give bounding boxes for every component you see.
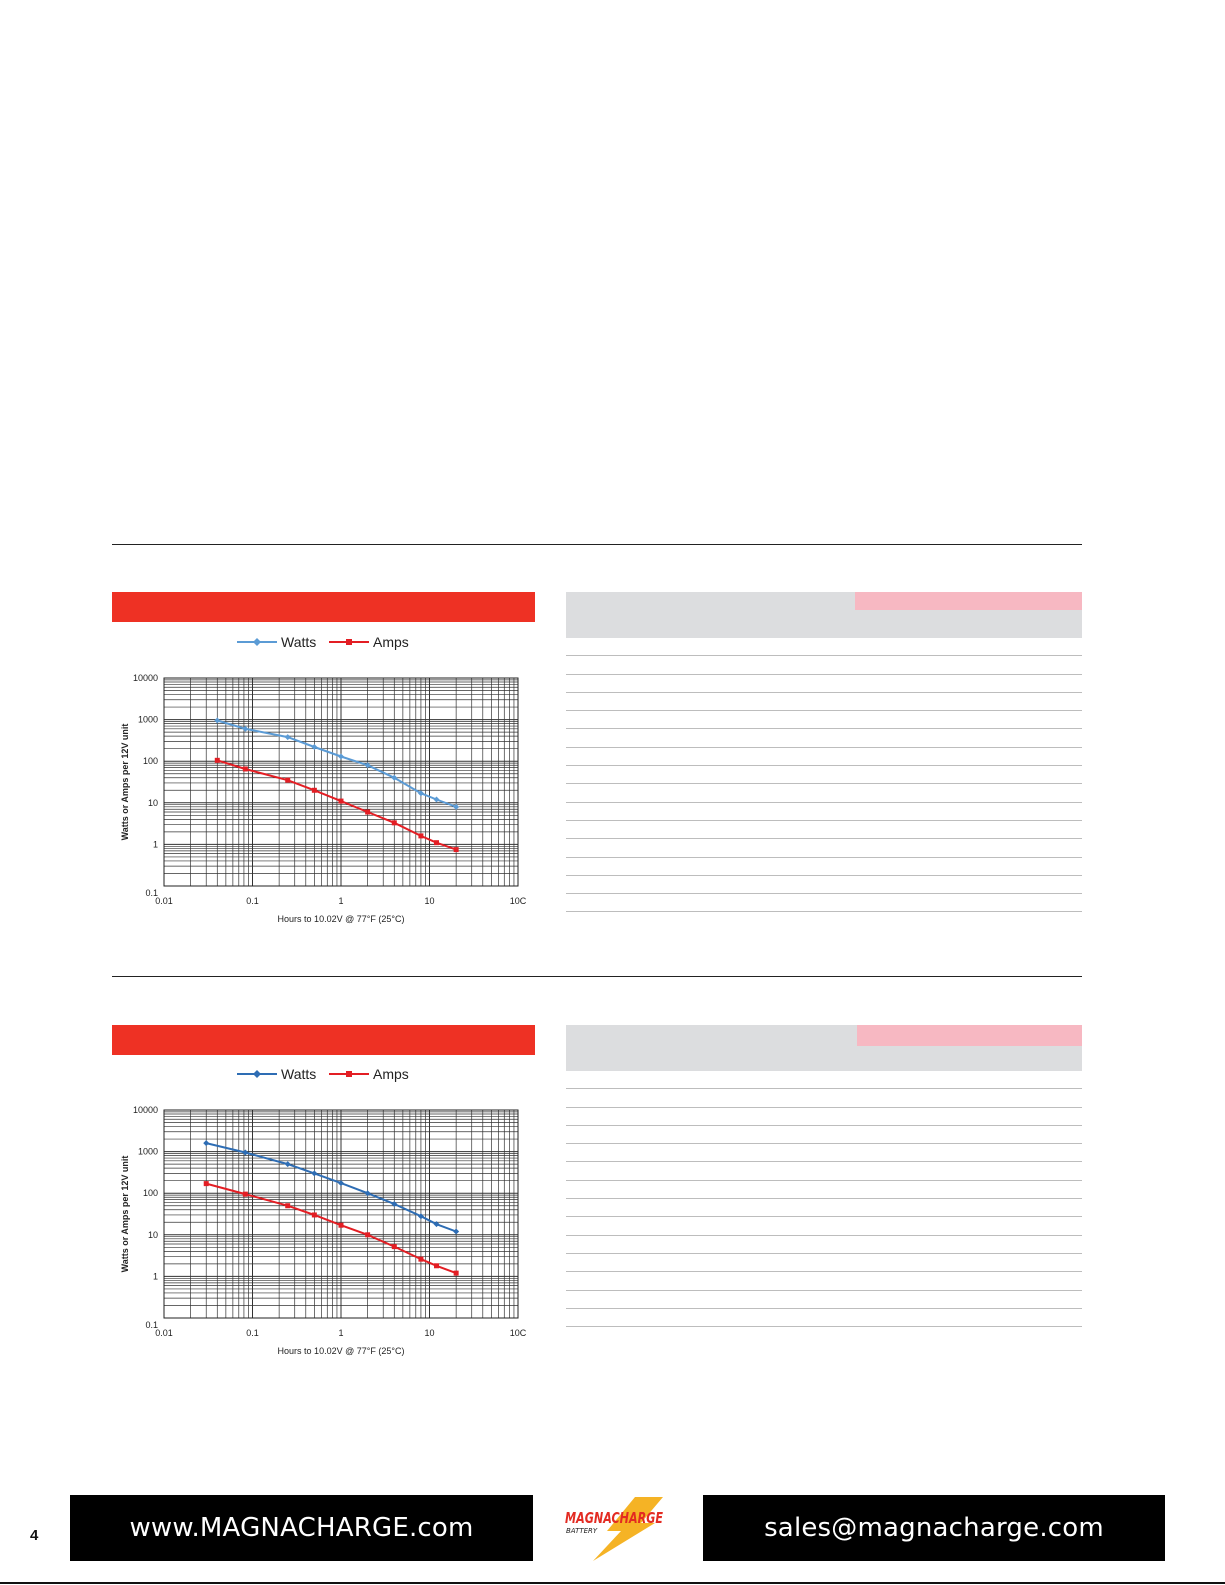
table-row bbox=[566, 748, 1082, 766]
legend-label: Amps bbox=[373, 634, 409, 650]
legend-label: Watts bbox=[281, 1066, 317, 1082]
data-point bbox=[434, 840, 439, 845]
y-tick-label: 100 bbox=[142, 756, 158, 767]
chart-legend bbox=[237, 1066, 409, 1082]
data-point bbox=[392, 1244, 397, 1249]
data-point bbox=[338, 753, 344, 759]
y-axis-title: Watts or Amps per 12V unit bbox=[120, 1155, 130, 1273]
table-rows bbox=[566, 638, 1082, 912]
table-row bbox=[566, 1181, 1082, 1199]
table-row bbox=[566, 1108, 1082, 1126]
logo-subtext: BATTERY bbox=[566, 1527, 598, 1535]
data-point bbox=[203, 1140, 209, 1146]
y-tick-label: 1000 bbox=[137, 1146, 158, 1157]
table-header-accent bbox=[857, 1025, 1082, 1046]
legend-marker bbox=[346, 639, 352, 645]
discharge-chart-svg bbox=[112, 628, 552, 938]
website-link[interactable]: www.MAGNACHARGE.com bbox=[129, 1513, 474, 1543]
discharge-table bbox=[566, 1025, 1082, 1327]
discharge-chart bbox=[112, 628, 552, 928]
table-row bbox=[566, 1309, 1082, 1327]
table-row bbox=[566, 839, 1082, 857]
data-point bbox=[434, 1263, 439, 1268]
table-row bbox=[566, 1144, 1082, 1162]
y-tick-label: 0.1 bbox=[145, 888, 158, 898]
table-row bbox=[566, 1199, 1082, 1217]
data-point bbox=[418, 1257, 423, 1262]
data-point bbox=[434, 797, 440, 803]
y-tick-label: 0.1 bbox=[145, 1320, 158, 1330]
y-tick-label: 100 bbox=[142, 1188, 158, 1199]
data-point bbox=[312, 788, 317, 793]
email-link[interactable]: sales@magnacharge.com bbox=[764, 1513, 1104, 1543]
data-point bbox=[312, 1212, 317, 1217]
table-row bbox=[566, 1272, 1082, 1290]
footer-email-box[interactable] bbox=[703, 1495, 1165, 1561]
brand-logo bbox=[563, 1493, 673, 1563]
data-point bbox=[392, 820, 397, 825]
table-header bbox=[566, 1025, 1082, 1071]
x-axis-title: Hours to 10.02V @ 77°F (25°C) bbox=[277, 1346, 405, 1356]
x-tick-label: 10C bbox=[509, 896, 527, 906]
x-tick-label: 10C bbox=[509, 1328, 527, 1338]
y-tick-label: 1 bbox=[152, 839, 158, 850]
table-row bbox=[566, 894, 1082, 912]
y-tick-label: 10000 bbox=[132, 1105, 158, 1115]
discharge-chart bbox=[112, 1060, 552, 1360]
x-tick-label: 1 bbox=[338, 1328, 344, 1338]
table-row bbox=[566, 876, 1082, 894]
data-point bbox=[339, 1223, 344, 1228]
legend-marker bbox=[346, 1071, 352, 1077]
table-row bbox=[566, 858, 1082, 876]
table-row bbox=[566, 1126, 1082, 1144]
table-row bbox=[566, 803, 1082, 821]
x-tick-label: 0.01 bbox=[155, 1328, 173, 1338]
y-tick-label: 1 bbox=[152, 1271, 158, 1282]
y-tick-label: 10 bbox=[147, 797, 158, 808]
table-row bbox=[566, 821, 1082, 839]
table-row bbox=[566, 675, 1082, 693]
table-row bbox=[566, 656, 1082, 674]
section-header-bar bbox=[112, 1025, 535, 1055]
logo-text: MAGNACHARGE bbox=[565, 1509, 664, 1527]
section-header-bar bbox=[112, 592, 535, 622]
table-row bbox=[566, 784, 1082, 802]
legend-marker bbox=[253, 1070, 261, 1078]
data-point bbox=[391, 1201, 397, 1207]
y-tick-label: 10000 bbox=[132, 673, 158, 683]
table-row bbox=[566, 1217, 1082, 1235]
table-row bbox=[566, 766, 1082, 784]
data-point bbox=[214, 718, 220, 724]
data-point bbox=[285, 1161, 291, 1167]
data-point bbox=[454, 1271, 459, 1276]
page-bottom-rule bbox=[0, 1582, 1225, 1584]
lightning-bolt-icon bbox=[593, 1497, 663, 1561]
legend-label: Watts bbox=[281, 634, 317, 650]
data-point bbox=[285, 1203, 290, 1208]
discharge-chart-svg bbox=[112, 1060, 552, 1370]
table-header-accent bbox=[855, 592, 1082, 610]
legend-marker bbox=[253, 638, 261, 646]
y-axis-title: Watts or Amps per 12V unit bbox=[120, 723, 130, 841]
y-tick-label: 10 bbox=[147, 1229, 158, 1240]
data-point bbox=[243, 766, 248, 771]
x-tick-label: 10 bbox=[424, 1328, 435, 1338]
table-row bbox=[566, 693, 1082, 711]
data-point bbox=[242, 1150, 248, 1156]
chart-legend bbox=[237, 634, 409, 650]
data-point bbox=[454, 847, 459, 852]
data-point bbox=[285, 778, 290, 783]
page-number: 4 bbox=[30, 1527, 39, 1544]
legend-label: Amps bbox=[373, 1066, 409, 1082]
table-row bbox=[566, 638, 1082, 656]
x-tick-label: 10 bbox=[424, 896, 435, 906]
section-divider bbox=[112, 544, 1082, 545]
data-point bbox=[365, 810, 370, 815]
data-point bbox=[242, 726, 248, 732]
x-tick-label: 1 bbox=[338, 896, 344, 906]
table-row bbox=[566, 1291, 1082, 1309]
table-row bbox=[566, 1236, 1082, 1254]
data-point bbox=[339, 799, 344, 804]
table-row bbox=[566, 1254, 1082, 1272]
data-point bbox=[311, 744, 317, 750]
table-row bbox=[566, 1162, 1082, 1180]
data-point bbox=[243, 1192, 248, 1197]
table-row bbox=[566, 1089, 1082, 1107]
x-tick-label: 0.1 bbox=[246, 896, 259, 906]
table-header bbox=[566, 592, 1082, 638]
discharge-table bbox=[566, 592, 1082, 912]
table-row bbox=[566, 729, 1082, 747]
y-tick-label: 1000 bbox=[137, 714, 158, 725]
data-point bbox=[418, 833, 423, 838]
data-point bbox=[215, 758, 220, 763]
x-axis-title: Hours to 10.02V @ 77°F (25°C) bbox=[277, 914, 405, 924]
chart-grid bbox=[164, 1110, 518, 1318]
data-point bbox=[285, 734, 291, 740]
data-point bbox=[311, 1170, 317, 1176]
section-divider bbox=[112, 976, 1082, 977]
chart-grid bbox=[164, 678, 518, 886]
table-row bbox=[566, 711, 1082, 729]
data-point bbox=[365, 1232, 370, 1237]
footer-website-box[interactable] bbox=[70, 1495, 533, 1561]
x-tick-label: 0.01 bbox=[155, 896, 173, 906]
x-tick-label: 0.1 bbox=[246, 1328, 259, 1338]
data-point bbox=[204, 1181, 209, 1186]
table-rows bbox=[566, 1071, 1082, 1327]
data-point bbox=[453, 1229, 459, 1235]
table-row bbox=[566, 1071, 1082, 1089]
